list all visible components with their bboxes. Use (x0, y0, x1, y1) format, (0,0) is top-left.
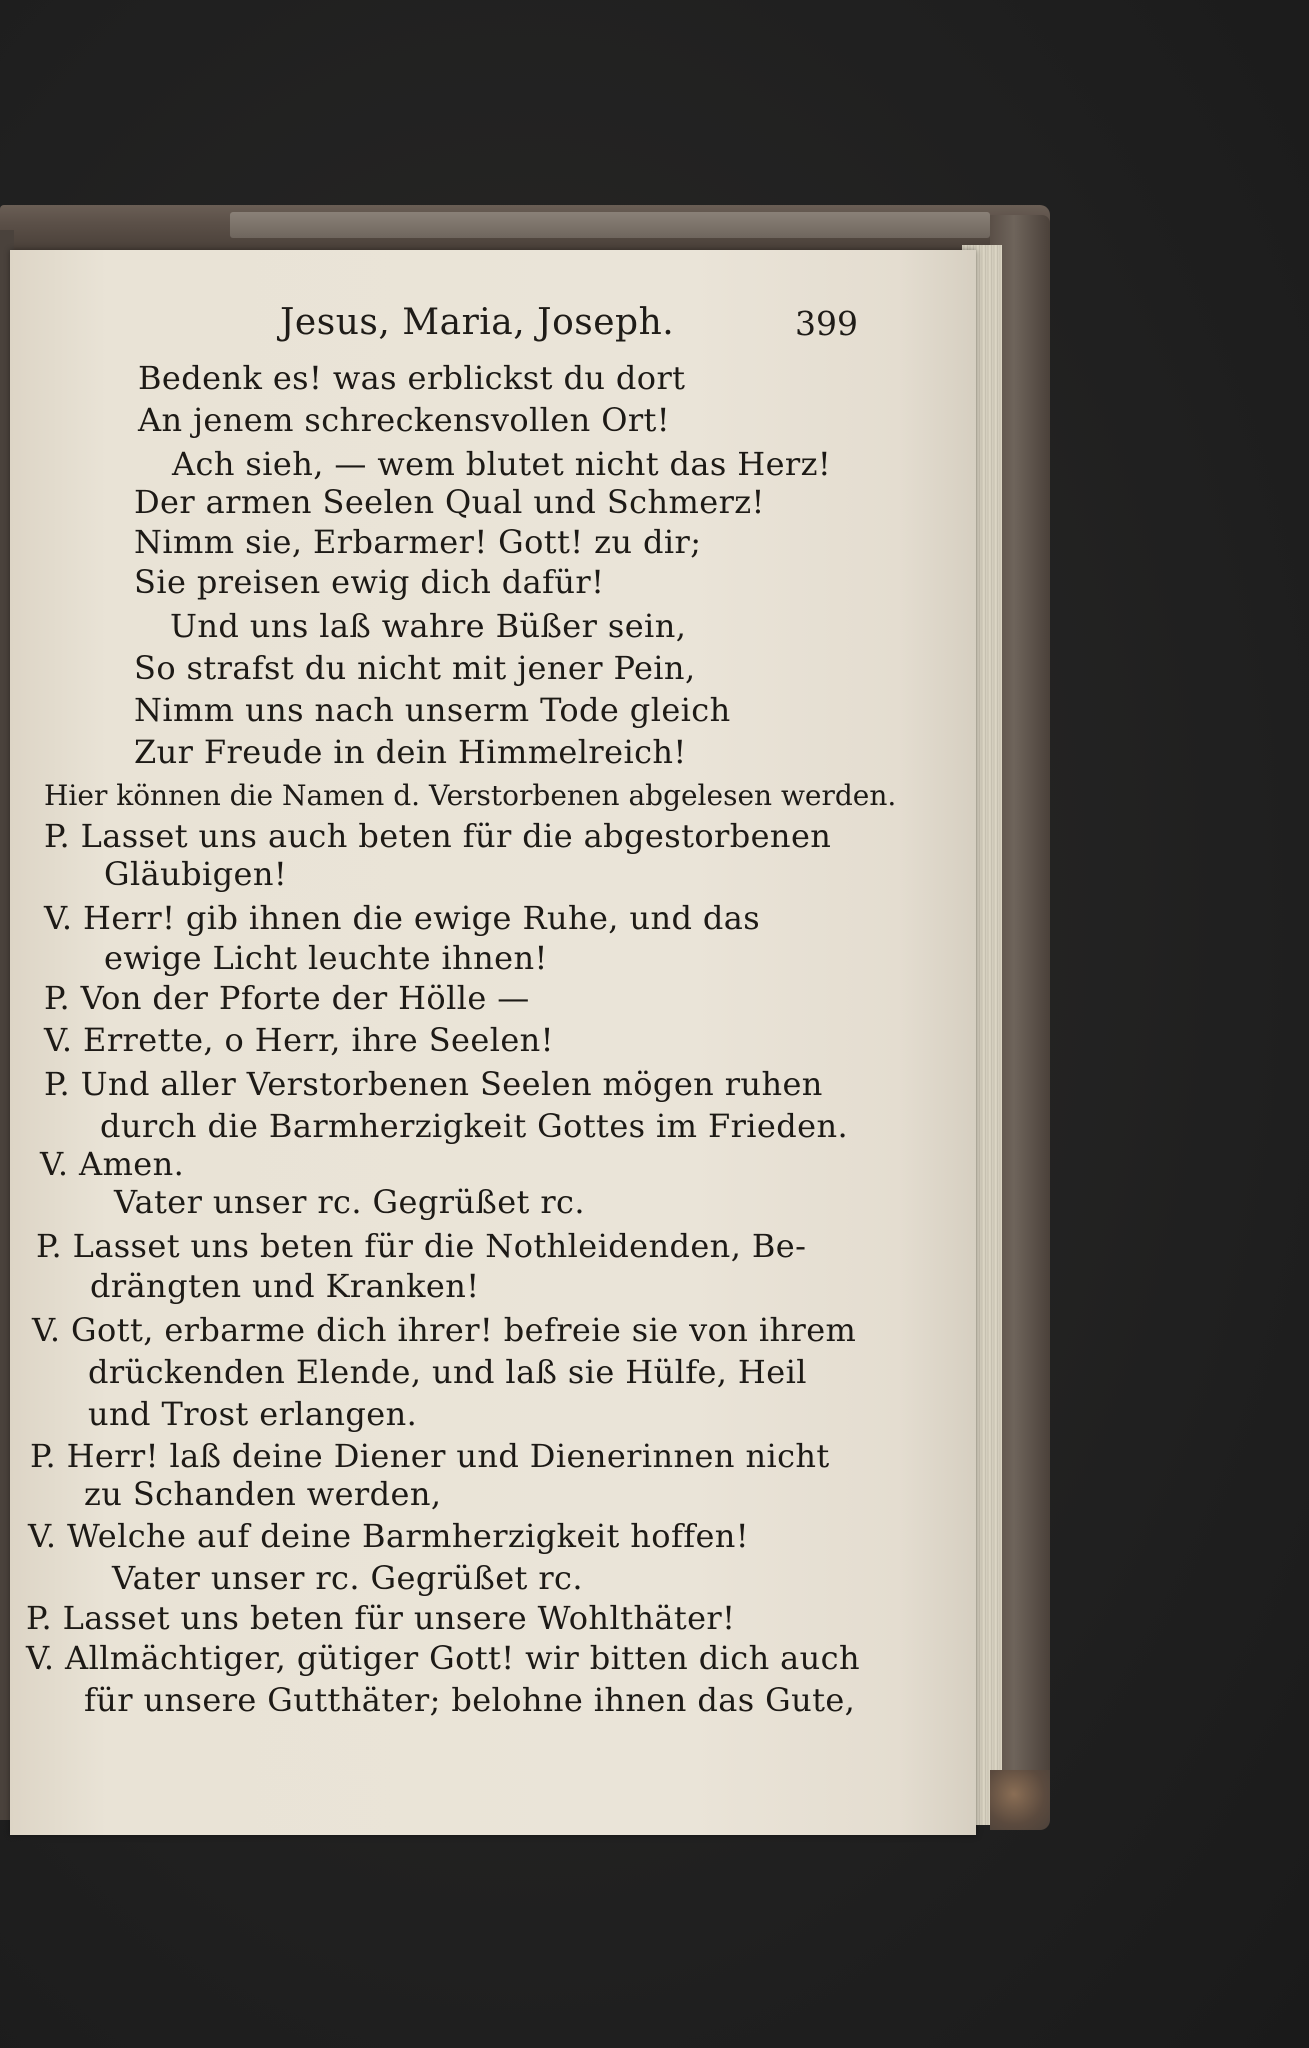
text-line: durch die Barmherzigkeit Gottes im Frieden. (100, 1107, 849, 1145)
text-line: für unsere Gutthäter; belohne ihnen das Gute, (84, 1681, 856, 1719)
text-line: Und uns laß wahre Büßer sein, (170, 607, 687, 645)
text-line: So strafst du nicht mit jener Pein, (134, 649, 696, 687)
worn-cover-corner (990, 1770, 1050, 1830)
text-line: P. Von der Pforte der Hölle — (44, 979, 530, 1017)
text-line: P. Herr! laß deine Diener und Dienerinnen nicht (30, 1437, 830, 1475)
text-line: V. Gott, erbarme dich ihrer! befreie sie von ihrem (32, 1311, 857, 1349)
text-line: V. Amen. (40, 1145, 185, 1183)
text-line: P. Und aller Verstorbenen Seelen mögen ruhen (44, 1065, 823, 1103)
text-line: Gläubigen! (104, 855, 288, 893)
text-line: Bedenk es! was erblickst du dort (138, 359, 686, 397)
rubric-line: Hier können die Namen d. Verstorbenen abgelesen werden. (44, 779, 897, 812)
text-line: An jenem schreckensvollen Ort! (138, 401, 671, 439)
text-line: V. Welche auf deine Barmherzigkeit hoffen! (28, 1517, 750, 1555)
text-line: ewige Licht leuchte ihnen! (104, 939, 548, 977)
text-line: zu Schanden werden, (84, 1475, 442, 1513)
text-line: Der armen Seelen Qual und Schmerz! (134, 483, 765, 521)
text-line: Sie preisen ewig dich dafür! (134, 563, 605, 601)
text-line: drückenden Elende, und laß sie Hülfe, Heil (88, 1353, 807, 1391)
text-line: Vater unser rc. Gegrüßet rc. (112, 1559, 583, 1597)
text-line: Zur Freude in dein Himmelreich! (134, 733, 687, 771)
text-line: V. Herr! gib ihnen die ewige Ruhe, und das (44, 899, 761, 937)
text-line: Nimm uns nach unserm Tode gleich (134, 691, 731, 729)
text-line: P. Lasset uns beten für die Nothleidenden, Be- (36, 1227, 807, 1265)
text-line: und Trost erlangen. (88, 1395, 418, 1433)
text-line: Vater unser rc. Gegrüßet rc. (114, 1183, 585, 1221)
text-line: P. Lasset uns beten für unsere Wohlthäter! (26, 1599, 736, 1637)
text-line: Ach sieh, — wem blutet nicht das Herz! (172, 445, 832, 483)
text-line: drängten und Kranken! (90, 1267, 480, 1305)
running-title: Jesus, Maria, Joseph. (280, 302, 675, 343)
text-line: V. Errette, o Herr, ihre Seelen! (44, 1021, 554, 1059)
page-number: 399 (795, 304, 858, 343)
text-line: Nimm sie, Erbarmer! Gott! zu dir; (134, 523, 702, 561)
text-line: V. Allmächtiger, gütiger Gott! wir bitten dich auch (26, 1639, 860, 1677)
running-header (10, 302, 976, 352)
book-cover-rim (230, 212, 990, 238)
text-line: P. Lasset uns auch beten für die abgestorbenen (44, 817, 832, 855)
